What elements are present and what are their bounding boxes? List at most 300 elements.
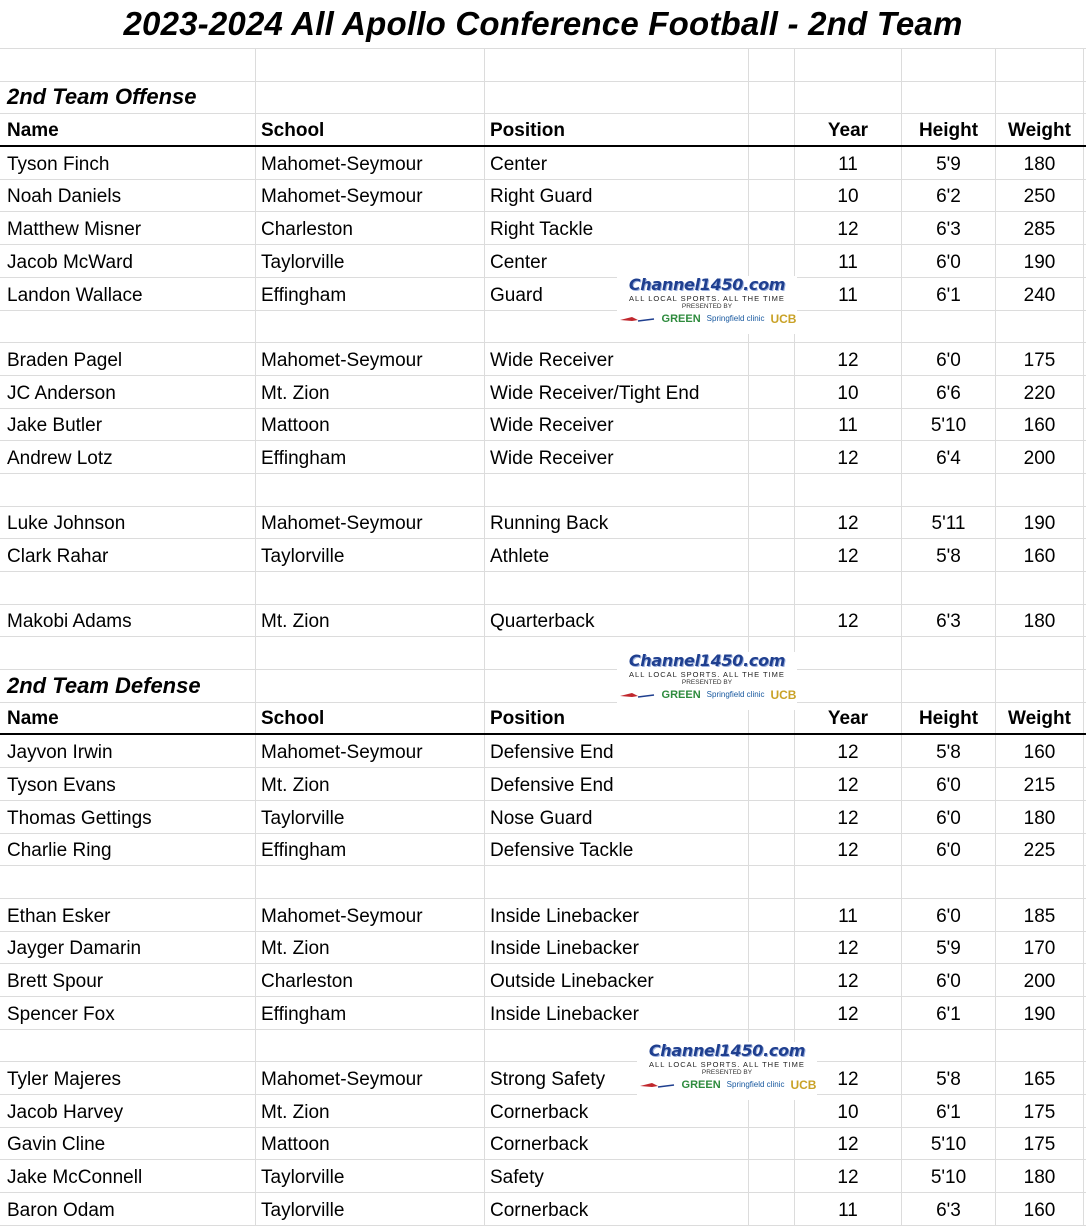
cell-height: 6'3	[902, 605, 996, 637]
table-row	[0, 834, 1086, 867]
table-row	[0, 899, 1086, 932]
cell-position: Cornerback	[485, 1193, 749, 1225]
brand-tagline: ALL LOCAL SPORTS. ALL THE TIME	[629, 670, 785, 679]
cell-school: Mahomet-Seymour	[256, 899, 485, 931]
cell-position: Center	[485, 147, 749, 179]
cell-blank	[749, 605, 795, 637]
table-row	[0, 735, 1086, 768]
presented-by-label: PRESENTED BY	[681, 679, 733, 686]
table-row	[0, 275, 1086, 311]
cell-blank	[749, 932, 795, 964]
cell-name	[0, 866, 256, 898]
cell-height: 6'0	[902, 343, 996, 375]
cell-year	[795, 49, 902, 81]
cell-school: Mattoon	[256, 1128, 485, 1160]
cell-weight: 160	[996, 1193, 1084, 1225]
table-row	[0, 997, 1086, 1030]
cell-weight: 200	[996, 441, 1084, 473]
cell-height: 6'2	[902, 180, 996, 212]
cell-name	[0, 474, 256, 506]
table-row	[0, 1128, 1086, 1161]
cell-name: Jacob McWard	[0, 245, 256, 277]
cell-height: 6'6	[902, 376, 996, 408]
cell-weight	[996, 82, 1084, 114]
cell-school: Mattoon	[256, 409, 485, 441]
cell-blank	[749, 474, 795, 506]
cell-height: Height	[902, 703, 996, 734]
cell-blank	[749, 801, 795, 833]
cell-blank	[749, 180, 795, 212]
cell-name: Matthew Misner	[0, 212, 256, 244]
cell-height: 6'3	[902, 1193, 996, 1225]
cell-year: 12	[795, 964, 902, 996]
cell-height: 6'3	[902, 212, 996, 244]
sponsor-logos	[617, 312, 797, 326]
sponsor-ucb: UCB	[770, 688, 797, 702]
cell-weight	[996, 474, 1084, 506]
cell-height: 6'0	[902, 964, 996, 996]
cell-year	[795, 670, 902, 702]
cell-height: 5'8	[902, 735, 996, 767]
spacer-row	[0, 1030, 1086, 1063]
cell-name: Jake Butler	[0, 409, 256, 441]
cell-weight: 190	[996, 245, 1084, 277]
cell-blank	[749, 507, 795, 539]
cell-weight: 190	[996, 997, 1084, 1029]
table-row	[0, 964, 1086, 997]
cell-weight: 285	[996, 212, 1084, 244]
cell-year: 12	[795, 932, 902, 964]
cell-height: 5'10	[902, 1160, 996, 1192]
cell-name: Luke Johnson	[0, 507, 256, 539]
cell-position: Guard	[485, 278, 749, 310]
cell-blank	[749, 114, 795, 145]
cell-school: Taylorville	[256, 1160, 485, 1192]
cell-position: Outside Linebacker	[485, 964, 749, 996]
cell-position: Safety	[485, 1160, 749, 1192]
cell-year: 12	[795, 507, 902, 539]
cell-school	[256, 866, 485, 898]
airport-logo-icon	[618, 688, 656, 702]
cell-position: Strong Safety	[485, 1062, 749, 1094]
cell-year: Year	[795, 114, 902, 145]
cell-height: 6'1	[902, 278, 996, 310]
sponsor-watermark	[617, 276, 797, 334]
cell-position: Position	[485, 114, 749, 145]
column-header-row	[0, 703, 1086, 736]
cell-blank	[749, 212, 795, 244]
cell-blank	[749, 1160, 795, 1192]
table-row	[0, 1160, 1086, 1193]
cell-year: 12	[795, 605, 902, 637]
cell-name: Tyson Finch	[0, 147, 256, 179]
cell-school: School	[256, 114, 485, 145]
cell-school: Mt. Zion	[256, 768, 485, 800]
cell-position: Defensive End	[485, 768, 749, 800]
cell-year	[795, 866, 902, 898]
page-title: 2023-2024 All Apollo Conference Football - 2nd Team	[0, 0, 1086, 49]
cell-year: 12	[795, 1160, 902, 1192]
cell-name: Ethan Esker	[0, 899, 256, 931]
cell-blank	[749, 245, 795, 277]
sponsor-watermark	[617, 652, 797, 710]
cell-weight: 175	[996, 1095, 1084, 1127]
spacer-row	[0, 474, 1086, 507]
cell-blank	[749, 49, 795, 81]
cell-position	[485, 572, 749, 604]
cell-position: Right Tackle	[485, 212, 749, 244]
cell-school	[256, 1030, 485, 1062]
cell-name: Thomas Gettings	[0, 801, 256, 833]
cell-height	[902, 866, 996, 898]
cell-weight: Weight	[996, 114, 1084, 145]
cell-year: 12	[795, 997, 902, 1029]
spacer-row	[0, 637, 1086, 670]
cell-weight	[996, 866, 1084, 898]
cell-year: 10	[795, 1095, 902, 1127]
table-row	[0, 180, 1086, 213]
section-header-row	[0, 82, 1086, 115]
cell-name: Brett Spour	[0, 964, 256, 996]
cell-height	[902, 670, 996, 702]
table-row	[0, 343, 1086, 376]
sponsor-ucb: UCB	[790, 1078, 817, 1092]
table-row	[0, 1193, 1086, 1226]
cell-name: Clark Rahar	[0, 539, 256, 571]
cell-year	[795, 474, 902, 506]
cell-school: Effingham	[256, 834, 485, 866]
cell-year: Year	[795, 703, 902, 734]
cell-name: JC Anderson	[0, 376, 256, 408]
cell-weight: 180	[996, 147, 1084, 179]
cell-school: Taylorville	[256, 539, 485, 571]
cell-school: Mahomet-Seymour	[256, 147, 485, 179]
cell-year: 12	[795, 343, 902, 375]
cell-height	[902, 311, 996, 343]
cell-year: 11	[795, 245, 902, 277]
cell-school: Charleston	[256, 212, 485, 244]
sponsor-clinic: Springfield clinic	[706, 690, 765, 699]
cell-year: 12	[795, 834, 902, 866]
cell-blank	[749, 539, 795, 571]
cell-height: 5'10	[902, 409, 996, 441]
section-label: 2nd Team Defense	[0, 670, 256, 702]
cell-height: 6'0	[902, 768, 996, 800]
cell-name: Jayger Damarin	[0, 932, 256, 964]
cell-position: Cornerback	[485, 1095, 749, 1127]
brand-tagline: ALL LOCAL SPORTS. ALL THE TIME	[629, 294, 785, 303]
cell-name: Noah Daniels	[0, 180, 256, 212]
cell-school: Taylorville	[256, 1193, 485, 1225]
cell-school: Mahomet-Seymour	[256, 180, 485, 212]
cell-name: Name	[0, 114, 256, 145]
cell-year: 11	[795, 147, 902, 179]
cell-year: 12	[795, 768, 902, 800]
brand-logo: Channel1450.com	[648, 1041, 806, 1060]
cell-name: Gavin Cline	[0, 1128, 256, 1160]
cell-year: 10	[795, 376, 902, 408]
cell-height	[902, 572, 996, 604]
cell-school: Effingham	[256, 441, 485, 473]
cell-school: Mahomet-Seymour	[256, 343, 485, 375]
cell-school: Mt. Zion	[256, 1095, 485, 1127]
sponsor-logos	[617, 688, 797, 702]
cell-blank	[749, 572, 795, 604]
cell-position: Wide Receiver	[485, 409, 749, 441]
cell-year	[795, 311, 902, 343]
table-row	[0, 409, 1086, 442]
section-label: 2nd Team Offense	[0, 82, 256, 114]
cell-blank	[749, 1128, 795, 1160]
airport-logo-icon	[638, 1078, 676, 1092]
cell-position: Cornerback	[485, 1128, 749, 1160]
cell-weight: 200	[996, 964, 1084, 996]
cell-name: Baron Odam	[0, 1193, 256, 1225]
cell-weight: 180	[996, 1160, 1084, 1192]
cell-school	[256, 572, 485, 604]
cell-position: Inside Linebacker	[485, 899, 749, 931]
cell-name	[0, 1030, 256, 1062]
cell-height: 6'4	[902, 441, 996, 473]
cell-blank	[749, 376, 795, 408]
cell-name: Landon Wallace	[0, 278, 256, 310]
table-row	[0, 507, 1086, 540]
cell-school	[256, 311, 485, 343]
cell-position: Running Back	[485, 507, 749, 539]
cell-school: Taylorville	[256, 801, 485, 833]
presented-by-label: PRESENTED BY	[681, 303, 733, 310]
cell-weight: 180	[996, 801, 1084, 833]
cell-weight	[996, 637, 1084, 669]
cell-school	[256, 474, 485, 506]
table-row	[0, 801, 1086, 834]
cell-height	[902, 82, 996, 114]
cell-name: Jake McConnell	[0, 1160, 256, 1192]
cell-weight	[996, 572, 1084, 604]
table-row	[0, 1062, 1086, 1095]
cell-weight: 175	[996, 343, 1084, 375]
brand-logo: Channel1450.com	[628, 651, 786, 670]
table-row	[0, 768, 1086, 801]
spacer-row	[0, 49, 1086, 82]
table-row	[0, 376, 1086, 409]
cell-blank	[749, 147, 795, 179]
cell-year: 12	[795, 735, 902, 767]
cell-height: 6'0	[902, 834, 996, 866]
section-header-row	[0, 670, 1086, 703]
cell-name: Charlie Ring	[0, 834, 256, 866]
cell-position: Position	[485, 703, 749, 734]
cell-weight	[996, 311, 1084, 343]
cell-year: 12	[795, 539, 902, 571]
cell-height: 6'1	[902, 997, 996, 1029]
cell-school: Mt. Zion	[256, 932, 485, 964]
cell-year: 12	[795, 212, 902, 244]
brand-tagline: ALL LOCAL SPORTS. ALL THE TIME	[649, 1060, 805, 1069]
cell-name: Braden Pagel	[0, 343, 256, 375]
cell-school: Mahomet-Seymour	[256, 735, 485, 767]
cell-weight: 240	[996, 278, 1084, 310]
cell-height: 5'8	[902, 539, 996, 571]
cell-weight: 160	[996, 539, 1084, 571]
cell-weight: 220	[996, 376, 1084, 408]
cell-weight: 170	[996, 932, 1084, 964]
cell-blank	[749, 834, 795, 866]
cell-position: Inside Linebacker	[485, 997, 749, 1029]
presented-by-label: PRESENTED BY	[701, 1069, 753, 1076]
cell-school	[256, 49, 485, 81]
cell-position: Quarterback	[485, 605, 749, 637]
cell-height: Height	[902, 114, 996, 145]
cell-name	[0, 49, 256, 81]
spacer-row	[0, 572, 1086, 605]
cell-name: Spencer Fox	[0, 997, 256, 1029]
cell-blank	[749, 343, 795, 375]
cell-height: 6'0	[902, 899, 996, 931]
cell-year: 12	[795, 801, 902, 833]
cell-weight	[996, 670, 1084, 702]
cell-year: 11	[795, 899, 902, 931]
table-row	[0, 441, 1086, 474]
cell-position: Athlete	[485, 539, 749, 571]
cell-position: Defensive End	[485, 735, 749, 767]
cell-school: Mahomet-Seymour	[256, 1062, 485, 1094]
cell-name: Tyson Evans	[0, 768, 256, 800]
cell-weight: 165	[996, 1062, 1084, 1094]
table-row	[0, 539, 1086, 572]
cell-height	[902, 637, 996, 669]
cell-weight: 175	[996, 1128, 1084, 1160]
cell-school: Mt. Zion	[256, 605, 485, 637]
cell-school	[256, 637, 485, 669]
table-row	[0, 245, 1086, 278]
cell-weight: 215	[996, 768, 1084, 800]
cell-position: Wide Receiver/Tight End	[485, 376, 749, 408]
cell-year: 12	[795, 1128, 902, 1160]
cell-blank	[749, 899, 795, 931]
cell-blank	[749, 409, 795, 441]
cell-position: Wide Receiver	[485, 343, 749, 375]
cell-weight: 180	[996, 605, 1084, 637]
cell-weight: 160	[996, 735, 1084, 767]
cell-height	[902, 49, 996, 81]
cell-blank	[749, 768, 795, 800]
cell-position: Right Guard	[485, 180, 749, 212]
cell-position: Inside Linebacker	[485, 932, 749, 964]
cell-name: Andrew Lotz	[0, 441, 256, 473]
cell-name	[0, 572, 256, 604]
cell-weight	[996, 49, 1084, 81]
sponsor-logos	[637, 1078, 817, 1092]
table-row	[0, 212, 1086, 245]
cell-year: 11	[795, 409, 902, 441]
cell-height: 5'9	[902, 147, 996, 179]
cell-year: 12	[795, 1062, 902, 1094]
cell-position: Defensive Tackle	[485, 834, 749, 866]
cell-name	[0, 637, 256, 669]
airport-logo-icon	[618, 312, 656, 326]
cell-weight: 225	[996, 834, 1084, 866]
table-row	[0, 147, 1086, 180]
cell-name: Jayvon Irwin	[0, 735, 256, 767]
cell-year	[795, 637, 902, 669]
table-row	[0, 932, 1086, 965]
cell-height: 5'10	[902, 1128, 996, 1160]
cell-year	[795, 82, 902, 114]
cell-position	[485, 474, 749, 506]
cell-blank	[749, 866, 795, 898]
spacer-row	[0, 311, 1086, 344]
cell-school: Taylorville	[256, 245, 485, 277]
cell-position: Wide Receiver	[485, 441, 749, 473]
sponsor-green: GREEN	[661, 689, 701, 701]
cell-position: Center	[485, 245, 749, 277]
cell-height: 5'8	[902, 1062, 996, 1094]
table-row	[0, 1095, 1086, 1128]
cell-name: Name	[0, 703, 256, 734]
cell-height: 5'11	[902, 507, 996, 539]
cell-height	[902, 474, 996, 506]
cell-school	[256, 82, 485, 114]
cell-blank	[749, 735, 795, 767]
cell-weight: 160	[996, 409, 1084, 441]
cell-weight: 185	[996, 899, 1084, 931]
table-body	[0, 49, 1086, 1226]
cell-height: 5'9	[902, 932, 996, 964]
cell-blank	[749, 441, 795, 473]
cell-year: 11	[795, 278, 902, 310]
cell-blank	[749, 1193, 795, 1225]
cell-name: Makobi Adams	[0, 605, 256, 637]
cell-position	[485, 82, 749, 114]
cell-height: 6'1	[902, 1095, 996, 1127]
cell-year: 10	[795, 180, 902, 212]
cell-height	[902, 1030, 996, 1062]
cell-weight: 190	[996, 507, 1084, 539]
sponsor-green: GREEN	[661, 313, 701, 325]
cell-school: Effingham	[256, 997, 485, 1029]
sponsor-clinic: Springfield clinic	[706, 314, 765, 323]
sponsor-ucb: UCB	[770, 312, 797, 326]
cell-weight: Weight	[996, 703, 1084, 734]
sponsor-watermark	[637, 1042, 817, 1100]
cell-name: Jacob Harvey	[0, 1095, 256, 1127]
brand-logo: Channel1450.com	[628, 275, 786, 294]
cell-position	[485, 49, 749, 81]
cell-blank	[749, 997, 795, 1029]
cell-height: 6'0	[902, 245, 996, 277]
cell-weight	[996, 1030, 1084, 1062]
cell-name: Tyler Majeres	[0, 1062, 256, 1094]
cell-school: Charleston	[256, 964, 485, 996]
cell-weight: 250	[996, 180, 1084, 212]
cell-school: Mahomet-Seymour	[256, 507, 485, 539]
cell-position	[485, 866, 749, 898]
cell-year: 11	[795, 1193, 902, 1225]
cell-position: Nose Guard	[485, 801, 749, 833]
cell-school: Effingham	[256, 278, 485, 310]
cell-school	[256, 670, 485, 702]
cell-name	[0, 311, 256, 343]
cell-height: 6'0	[902, 801, 996, 833]
sponsor-clinic: Springfield clinic	[726, 1080, 785, 1089]
sponsor-green: GREEN	[681, 1079, 721, 1091]
cell-blank	[749, 964, 795, 996]
table-row	[0, 605, 1086, 638]
cell-school: School	[256, 703, 485, 734]
cell-blank	[749, 82, 795, 114]
column-header-row	[0, 114, 1086, 147]
